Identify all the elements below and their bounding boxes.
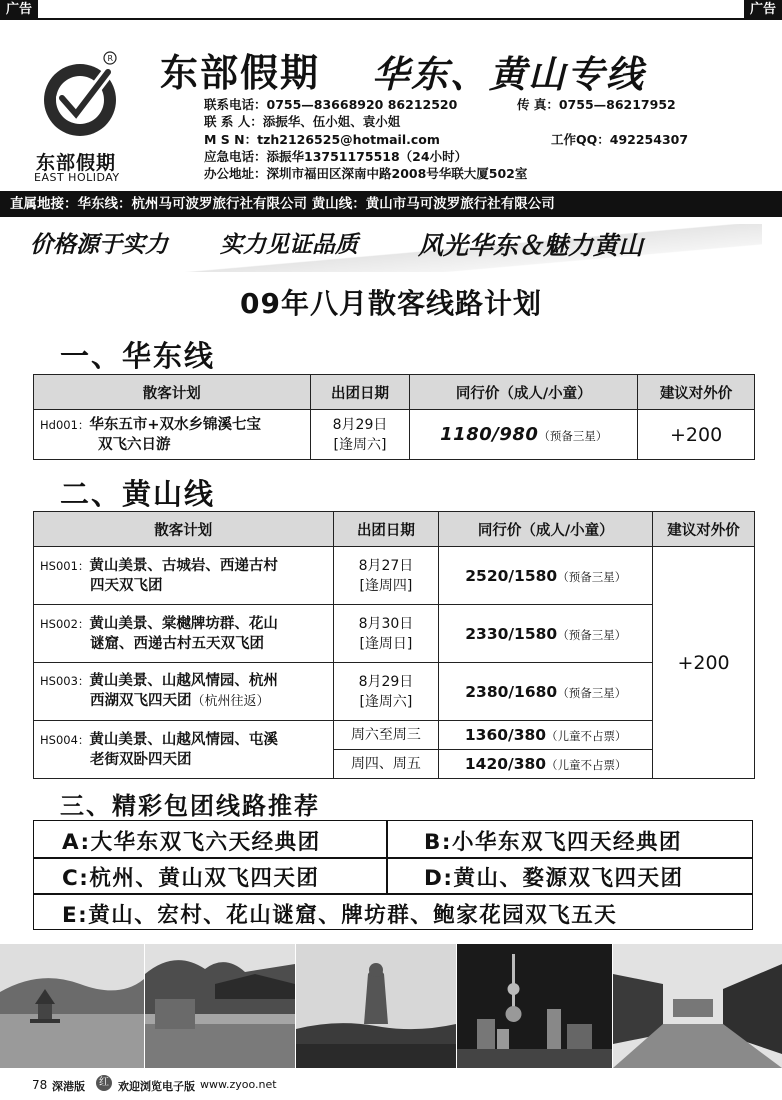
date-cell xyxy=(333,605,439,663)
route-name-line2: 双飞六日游 xyxy=(98,436,171,453)
depart-weekday: [逢周四] xyxy=(359,577,413,594)
depart-weekday: [逢周六] xyxy=(359,693,413,710)
brand-tagline: 华东、黄山专线 xyxy=(372,53,645,96)
section1-title: 一、华东线 xyxy=(60,339,216,373)
package-divider xyxy=(386,821,388,893)
depart-date: 8月29日 xyxy=(358,673,414,690)
brand-name: 东部假期 xyxy=(160,51,321,95)
emergency-line: 应急电话：添振华13751175518（24小时） xyxy=(204,149,468,164)
col-header-date: 出团日期 xyxy=(310,375,410,410)
price-note: （预备三星） xyxy=(557,569,627,584)
package-item-a: A:大华东双飞六天经典团 xyxy=(62,830,321,855)
buddha-statue-photo xyxy=(296,944,456,1068)
shanghai-skyline-photo xyxy=(457,944,612,1068)
section2-title: 二、黄山线 xyxy=(60,477,216,511)
footer-url[interactable]: www.zyoo.net xyxy=(200,1078,277,1091)
suggested-price: +200 xyxy=(638,410,755,460)
price-note: （儿童不占票） xyxy=(546,729,627,743)
price-cell xyxy=(439,605,653,663)
route-code: HS002： xyxy=(40,616,90,631)
col-header-suggested: 建议对外价 xyxy=(638,375,755,410)
price-value: 2330/1580 xyxy=(465,624,558,643)
package-tours-box xyxy=(33,820,753,930)
fax-line: 传 真：0755—86217952 xyxy=(517,97,676,112)
col-header-plan: 散客计划 xyxy=(34,512,334,547)
route-name-line2: 西湖双飞四天团 xyxy=(90,693,192,709)
edition-label: 深港版 xyxy=(52,1080,85,1093)
table-row xyxy=(34,605,755,663)
route-cell xyxy=(34,663,334,721)
ad-label-left: 广告 xyxy=(0,0,38,20)
table-header-row xyxy=(34,375,755,410)
price-note: （预备三星） xyxy=(557,627,627,642)
huadong-table xyxy=(33,374,755,460)
table-header-row xyxy=(34,512,755,547)
depart-weekday: [逢周六] xyxy=(333,436,387,453)
west-lake-pagoda-photo xyxy=(0,944,144,1068)
price-note: （儿童不占票） xyxy=(546,758,627,772)
price-value: 2520/1580 xyxy=(465,566,558,585)
route-code: HS003： xyxy=(40,674,90,688)
depart-date: 8月27日 xyxy=(358,557,414,574)
route-cell xyxy=(34,721,334,779)
table-row xyxy=(34,721,755,750)
footer-text: 欢迎浏览电子版 xyxy=(118,1080,195,1093)
top-divider xyxy=(0,18,782,20)
price-value: 1360/380 xyxy=(464,726,547,744)
col-header-date: 出团日期 xyxy=(333,512,439,547)
huangshan-table xyxy=(33,511,755,779)
qq-line: 工作QQ：492254307 xyxy=(551,132,689,147)
logo-english-name: EAST HOLIDAY xyxy=(34,171,120,184)
date-cell xyxy=(310,410,410,460)
depart-days: 周四、周五 xyxy=(333,750,439,779)
route-name-line1: 黄山美景、山越风情园、杭州 xyxy=(89,673,278,689)
route-code: HS004： xyxy=(40,732,90,747)
photo-strip xyxy=(0,944,782,1068)
route-code: HS001： xyxy=(40,558,90,573)
route-name-line2: 四天双飞团 xyxy=(90,577,163,594)
price-cell xyxy=(439,663,653,721)
col-header-price: 同行价（成人/小童） xyxy=(410,375,638,410)
depart-date: 8月29日 xyxy=(332,416,388,433)
ad-label-right: 广告 xyxy=(744,0,782,20)
route-name-line1: 黄山美景、棠樾牌坊群、花山 xyxy=(89,615,278,632)
route-cell xyxy=(34,605,334,663)
price-value: 2380/1680 xyxy=(465,682,558,701)
price-cell xyxy=(410,410,638,460)
route-name-note: （杭州往返） xyxy=(191,694,270,709)
price-cell xyxy=(439,721,653,750)
package-item-b: B:小华东双飞四天经典团 xyxy=(424,830,682,855)
price-value: 1420/380 xyxy=(464,755,547,773)
col-header-price: 同行价（成人/小童） xyxy=(439,512,653,547)
slogan-1: 价格源于实力 xyxy=(30,232,168,258)
price-value: 1180/980 xyxy=(440,424,539,445)
msn-line: M S N：tzh2126525@hotmail.com xyxy=(204,132,440,147)
page-number: 78 xyxy=(32,1078,48,1092)
package-divider xyxy=(34,893,752,895)
route-name-line2: 老街双卧四天团 xyxy=(90,751,192,768)
contacts-line: 联 系 人：添振华、伍小姐、袁小姐 xyxy=(204,114,401,129)
col-header-suggested: 建议对外价 xyxy=(653,512,755,547)
table-row xyxy=(34,663,755,721)
route-cell xyxy=(34,410,311,460)
logo-chinese-name: 东部假期 xyxy=(36,152,117,174)
section3-title: 三、精彩包团线路推荐 xyxy=(60,791,320,820)
col-header-plan: 散客计划 xyxy=(34,375,311,410)
price-note: （预备三星） xyxy=(557,685,627,700)
site-badge: 红 xyxy=(96,1075,112,1091)
route-name-line1: 黄山美景、山越风情园、屯溪 xyxy=(89,731,278,748)
date-cell xyxy=(333,547,439,605)
route-cell xyxy=(34,547,334,605)
package-item-c: C:杭州、黄山双飞四天团 xyxy=(62,866,320,891)
date-cell xyxy=(333,663,439,721)
package-divider xyxy=(34,857,752,859)
phone-line: 联系电话：0755—83668920 86212520 xyxy=(204,97,458,112)
address-line: 办公地址：深圳市福田区深南中路2008号华联大厦502室 xyxy=(204,166,528,181)
east-holiday-logo xyxy=(36,50,128,142)
route-name-line1: 华东五市+双水乡锦溪七宝 xyxy=(89,416,262,433)
table-row xyxy=(34,410,755,460)
route-code: Hd001： xyxy=(40,417,90,432)
price-cell xyxy=(439,750,653,779)
depart-date: 8月30日 xyxy=(358,615,414,632)
route-name-line2: 谜窟、西递古村五天双飞团 xyxy=(90,635,264,652)
route-name-line1: 黄山美景、古城岩、西递古村 xyxy=(89,557,278,574)
price-note: （预备三星） xyxy=(538,429,608,443)
price-cell xyxy=(439,547,653,605)
depart-weekday: [逢周日] xyxy=(359,635,413,652)
suggested-price: +200 xyxy=(653,547,755,779)
svg-text:R: R xyxy=(107,54,114,63)
table-row xyxy=(34,547,755,605)
page-title: 09年八月散客线路计划 xyxy=(240,287,542,320)
garden-photo xyxy=(145,944,295,1068)
slogan-3: 风光华东＆魅力黄山 xyxy=(418,231,644,260)
package-item-e: E:黄山、宏村、花山谜窟、牌坊群、鲍家花园双飞五天 xyxy=(62,903,618,928)
package-item-d: D:黄山、婺源双飞四天团 xyxy=(424,866,684,891)
direct-agency-text: 直属地接：华东线：杭州马可波罗旅行社有限公司 黄山线：黄山市马可波罗旅行社有限公司 xyxy=(10,196,555,212)
slogan-2: 实力见证品质 xyxy=(220,232,358,258)
direct-agency-bar xyxy=(0,191,782,217)
depart-days: 周六至周三 xyxy=(333,721,439,750)
water-town-photo xyxy=(613,944,782,1068)
